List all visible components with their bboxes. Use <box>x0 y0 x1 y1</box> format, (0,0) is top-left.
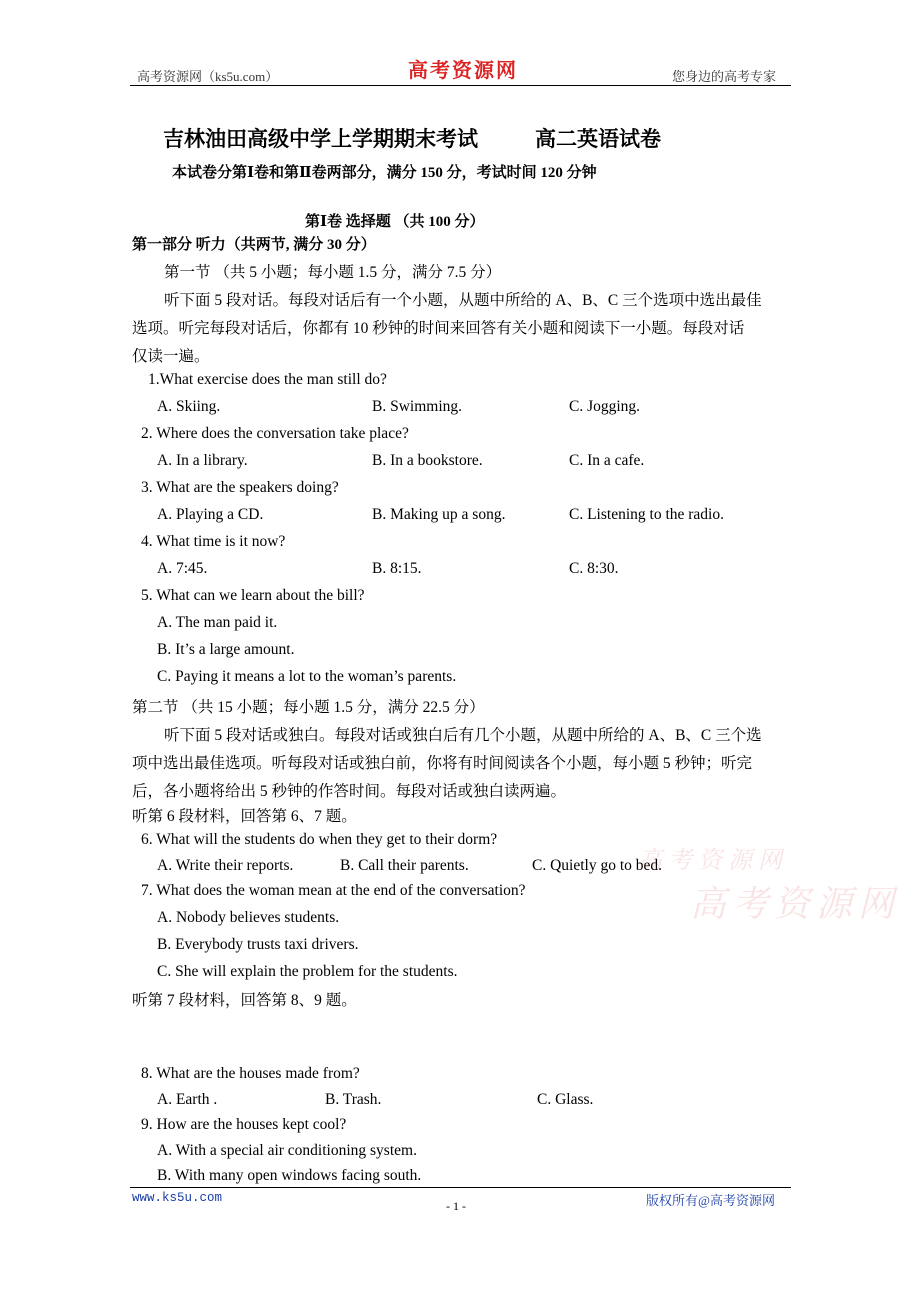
watermark-line: 高考资源网 <box>690 884 901 924</box>
option-c: C. Glass. <box>537 1091 594 1108</box>
option-b: B. With many open windows facing south. <box>157 1167 422 1184</box>
option-b: B. 8:15. <box>372 560 422 577</box>
header-site-left: 高考资源网（ks5u.com） <box>137 69 279 84</box>
exam-subject: 高二英语试卷 <box>535 127 661 151</box>
header-site-right: 您身边的高考专家 <box>672 69 777 84</box>
section2-instruction-line: 项中选出最佳选项。听每段对话或独白前，你将有时间阅读各个小题，每小题 5 秒钟；听完 <box>132 755 753 772</box>
option-a: A. Earth . <box>157 1091 218 1108</box>
option-b: B. Call their parents. <box>340 857 469 874</box>
question-text: 2. Where does the conversation take place? <box>141 425 409 442</box>
option-a: A. The man paid it. <box>157 614 278 631</box>
exam-title: 吉林油田高级中学上学期期末考试 <box>163 127 478 151</box>
question-text: 4. What time is it now? <box>141 533 286 550</box>
question-text: 5. What can we learn about the bill? <box>141 587 365 604</box>
option-a: A. Write their reports. <box>157 857 294 874</box>
material-7-note: 听第 7 段材料，回答第 8、9 题。 <box>132 992 357 1009</box>
option-b: B. Trash. <box>325 1091 382 1108</box>
section2-heading: 第二节 （共 15 小题；每小题 1.5 分，满分 22.5 分） <box>132 699 485 716</box>
section2-instruction-line: 听下面 5 段对话或独白。每段对话或独白后有几个小题，从题中所给的 A、B、C 三个选 <box>164 727 762 744</box>
section1-instruction-line: 选项。听完每段对话后，你都有 10 秒钟的时间来回答有关小题和阅读下一小题。每段对话 <box>132 320 745 337</box>
section2-instruction-line: 后，各小题将给出 5 秒钟的作答时间。每段对话或独白读两遍。 <box>132 783 567 800</box>
option-b: B. In a bookstore. <box>372 452 483 469</box>
option-a: A. Skiing. <box>157 398 221 415</box>
option-a: A. In a library. <box>157 452 248 469</box>
question-text: 9. How are the houses kept cool? <box>141 1116 347 1133</box>
option-c: C. 8:30. <box>569 560 619 577</box>
section1-instruction-line: 听下面 5 段对话。每段对话后有一个小题，从题中所给的 A、B、C 三个选项中选出最佳 <box>164 292 762 309</box>
option-b: B. Swimming. <box>372 398 463 415</box>
section1-heading: 第一节 （共 5 小题；每小题 1.5 分，满分 7.5 分） <box>164 264 502 281</box>
option-b: B. Making up a song. <box>372 506 506 523</box>
question-text: 8. What are the houses made from? <box>141 1065 360 1082</box>
option-a: A. 7:45. <box>157 560 208 577</box>
part1-heading: 第一部分 听力（共两节, 满分 30 分） <box>132 237 376 253</box>
option-c: C. Quietly go to bed. <box>532 857 663 874</box>
header-rule <box>130 85 791 86</box>
option-c: C. She will explain the problem for the students. <box>157 963 458 980</box>
header-logo: 高考资源网 <box>408 60 518 82</box>
footer-rule <box>130 1187 791 1188</box>
exam-info: 本试卷分第Ⅰ卷和第Ⅱ卷两部分，满分 150 分，考试时间 120 分钟 <box>172 165 597 181</box>
watermark-line: 高考资源网 <box>638 848 788 874</box>
option-a: A. Playing a CD. <box>157 506 264 523</box>
material-6-note: 听第 6 段材料，回答第 6、7 题。 <box>132 808 357 825</box>
volume-heading: 第Ⅰ卷 选择题 （共 100 分） <box>305 214 485 230</box>
footer-copyright: 版权所有@高考资源网 <box>646 1193 775 1208</box>
option-c: C. In a cafe. <box>569 452 645 469</box>
option-b: B. It’s a large amount. <box>157 641 295 658</box>
question-text: 1.What exercise does the man still do? <box>148 371 387 388</box>
option-b: B. Everybody trusts taxi drivers. <box>157 936 359 953</box>
option-c: C. Listening to the radio. <box>569 506 724 523</box>
question-text: 3. What are the speakers doing? <box>141 479 339 496</box>
question-text: 6. What will the students do when they get to their dorm? <box>141 831 498 848</box>
option-c: C. Paying it means a lot to the woman’s parents. <box>157 668 457 685</box>
option-c: C. Jogging. <box>569 398 641 415</box>
option-a: A. Nobody believes students. <box>157 909 340 926</box>
page-number: - 1 - <box>446 1199 466 1213</box>
question-text: 7. What does the woman mean at the end of the conversation? <box>141 882 526 899</box>
section1-instruction-line: 仅读一遍。 <box>132 348 210 365</box>
option-a: A. With a special air conditioning system. <box>157 1142 417 1159</box>
footer-site-link[interactable]: www.ks5u.com <box>132 1191 223 1205</box>
